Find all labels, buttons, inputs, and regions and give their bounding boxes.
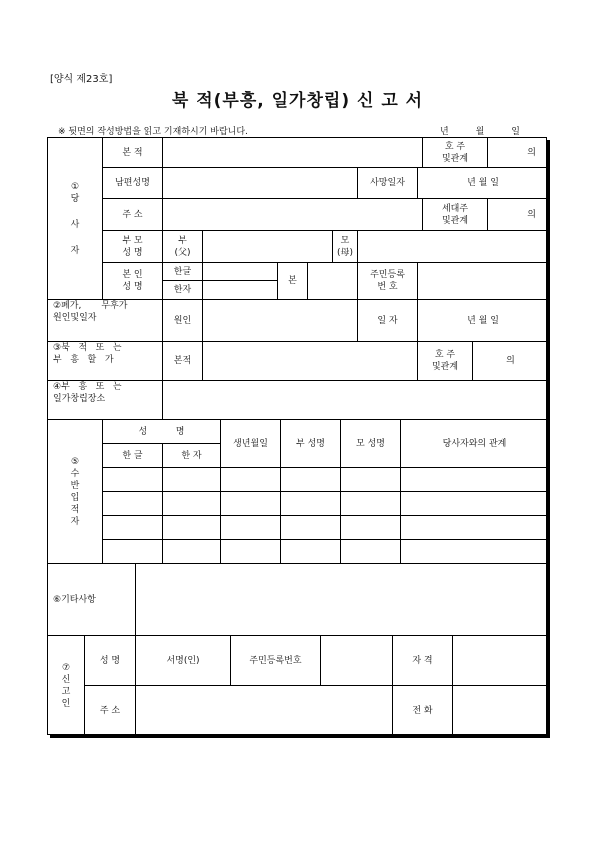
hangul-name-input[interactable] xyxy=(203,263,278,281)
accompany-row-cell[interactable] xyxy=(103,516,163,540)
party-label-3: 자 xyxy=(70,245,80,256)
accompany-row-cell[interactable] xyxy=(103,468,163,492)
accompany-father-header: 부 성명 xyxy=(281,420,341,468)
accompany-row-cell[interactable] xyxy=(281,540,341,564)
reporter-address-input[interactable] xyxy=(136,686,393,736)
accompany-birth-header: 생년월일 xyxy=(221,420,281,468)
cause-input[interactable] xyxy=(203,300,358,342)
bonjeok-input[interactable] xyxy=(163,138,423,168)
mother-name-input[interactable] xyxy=(358,231,548,263)
accompany-row-cell[interactable] xyxy=(401,516,548,540)
accompany-mother-header: 모 성명 xyxy=(341,420,401,468)
resident-no-label: 주민등록 번 호 xyxy=(358,263,418,300)
party-section-label xyxy=(48,138,103,300)
household-relation-input[interactable]: 의 xyxy=(488,199,548,231)
death-date-input[interactable]: 년 월 일 xyxy=(418,168,548,199)
parents-name-label: 부 모 성 명 xyxy=(103,231,163,263)
reporter-section-label: ⑦ 신 고 인 xyxy=(48,636,85,736)
new-house-place-input[interactable] xyxy=(163,381,548,420)
section3-hoju-relation-label: 호 주 및관계 xyxy=(418,342,473,381)
address-input[interactable] xyxy=(163,199,423,231)
accompany-row-cell[interactable] xyxy=(341,468,401,492)
accompany-row-cell[interactable] xyxy=(221,516,281,540)
husband-name-input[interactable] xyxy=(163,168,358,199)
bon-label: 본 xyxy=(278,263,308,300)
hanja-name-input[interactable] xyxy=(203,281,278,300)
accompany-relation-header: 당사자와의 관계 xyxy=(401,420,548,468)
household-relation-label: 세대주 및관계 xyxy=(423,199,488,231)
father-name-input[interactable] xyxy=(203,231,333,263)
section3-hoju-relation-input[interactable]: 의 xyxy=(473,342,548,381)
accompany-row-cell[interactable] xyxy=(221,492,281,516)
bon-input[interactable] xyxy=(308,263,358,300)
reporter-signature-input[interactable]: 서명(인) xyxy=(136,636,231,686)
other-matters-label: ⑥기타사항 xyxy=(48,564,136,636)
father-label: 부 (父) xyxy=(163,231,203,263)
accompany-row-cell[interactable] xyxy=(401,492,548,516)
party-label-1: 당 xyxy=(70,193,80,204)
accompany-row-cell[interactable] xyxy=(341,516,401,540)
other-matters-input[interactable] xyxy=(136,564,548,636)
accompany-row-cell[interactable] xyxy=(163,516,221,540)
accompany-row-cell[interactable] xyxy=(103,540,163,564)
abolish-date-label: 일 자 xyxy=(358,300,418,342)
cause-label: 원인 xyxy=(163,300,203,342)
accompany-row-cell[interactable] xyxy=(221,540,281,564)
accompany-row-cell[interactable] xyxy=(341,492,401,516)
hanja-label: 한자 xyxy=(163,281,203,300)
reporter-resident-no-label: 주민등록번호 xyxy=(231,636,321,686)
reporter-address-label: 주 소 xyxy=(85,686,136,736)
accompany-row-cell[interactable] xyxy=(281,516,341,540)
bonjeok-label: 본 적 xyxy=(103,138,163,168)
reporter-qualification-input[interactable] xyxy=(453,636,548,686)
resident-no-input[interactable] xyxy=(418,263,548,300)
husband-name-label: 남편성명 xyxy=(103,168,163,199)
accompany-row-cell[interactable] xyxy=(163,468,221,492)
party-section-no: ① xyxy=(70,181,80,192)
abolish-date-input[interactable]: 년 월 일 xyxy=(418,300,548,342)
person-name-label: 본 인 성 명 xyxy=(103,263,163,300)
accompany-row-cell[interactable] xyxy=(281,492,341,516)
accompany-row-cell[interactable] xyxy=(221,468,281,492)
accompany-row-cell[interactable] xyxy=(163,492,221,516)
accompany-row-cell[interactable] xyxy=(341,540,401,564)
mother-label: 모 (母) xyxy=(333,231,358,263)
date-year-label: 년 xyxy=(440,127,449,137)
form-number: [양식 제23호] xyxy=(50,74,113,85)
accompany-hangul-header: 한 글 xyxy=(103,444,163,468)
form-title: 북 적(부흥, 일가창립) 신 고 서 xyxy=(171,91,424,111)
section3-bonjeok-label: 본적 xyxy=(163,342,203,381)
accompany-name-header: 성 명 xyxy=(103,420,221,444)
restore-house-label: ③북 적 또 는 부 흥 할 가 xyxy=(48,342,163,381)
death-date-label: 사망일자 xyxy=(358,168,418,199)
accompany-row-cell[interactable] xyxy=(163,540,221,564)
hangul-label: 한글 xyxy=(163,263,203,281)
filing-date xyxy=(440,124,520,137)
hoju-relation-input[interactable]: 의 xyxy=(488,138,548,168)
abolish-cause-label: ②폐가, 무후가 원인및일자 xyxy=(48,300,163,342)
accompany-row-cell[interactable] xyxy=(103,492,163,516)
new-house-place-label: ④부 흥 또 는 일가창립장소 xyxy=(48,381,163,420)
accompany-row-cell[interactable] xyxy=(401,468,548,492)
reporter-name-label: 성 명 xyxy=(85,636,136,686)
instruction-notice: ※ 뒷면의 작성방법을 읽고 기재하시기 바랍니다. xyxy=(58,127,248,137)
address-label: 주 소 xyxy=(103,199,163,231)
reporter-qualification-label: 자 격 xyxy=(393,636,453,686)
reporter-phone-label: 전 화 xyxy=(393,686,453,736)
reporter-phone-input[interactable] xyxy=(453,686,548,736)
section3-bonjeok-input[interactable] xyxy=(203,342,418,381)
date-day-label: 일 xyxy=(511,127,520,137)
accompany-row-cell[interactable] xyxy=(401,540,548,564)
accompany-row-cell[interactable] xyxy=(281,468,341,492)
hoju-relation-label: 호 주 및관계 xyxy=(423,138,488,168)
party-label-2: 사 xyxy=(70,219,80,230)
form-table xyxy=(47,137,547,735)
accompanying-section-label: ⑤ 수 반 입 적 자 xyxy=(48,420,103,564)
reporter-resident-no-input[interactable] xyxy=(321,636,393,686)
date-month-label: 월 xyxy=(475,127,485,137)
accompany-hanja-header: 한 자 xyxy=(163,444,221,468)
